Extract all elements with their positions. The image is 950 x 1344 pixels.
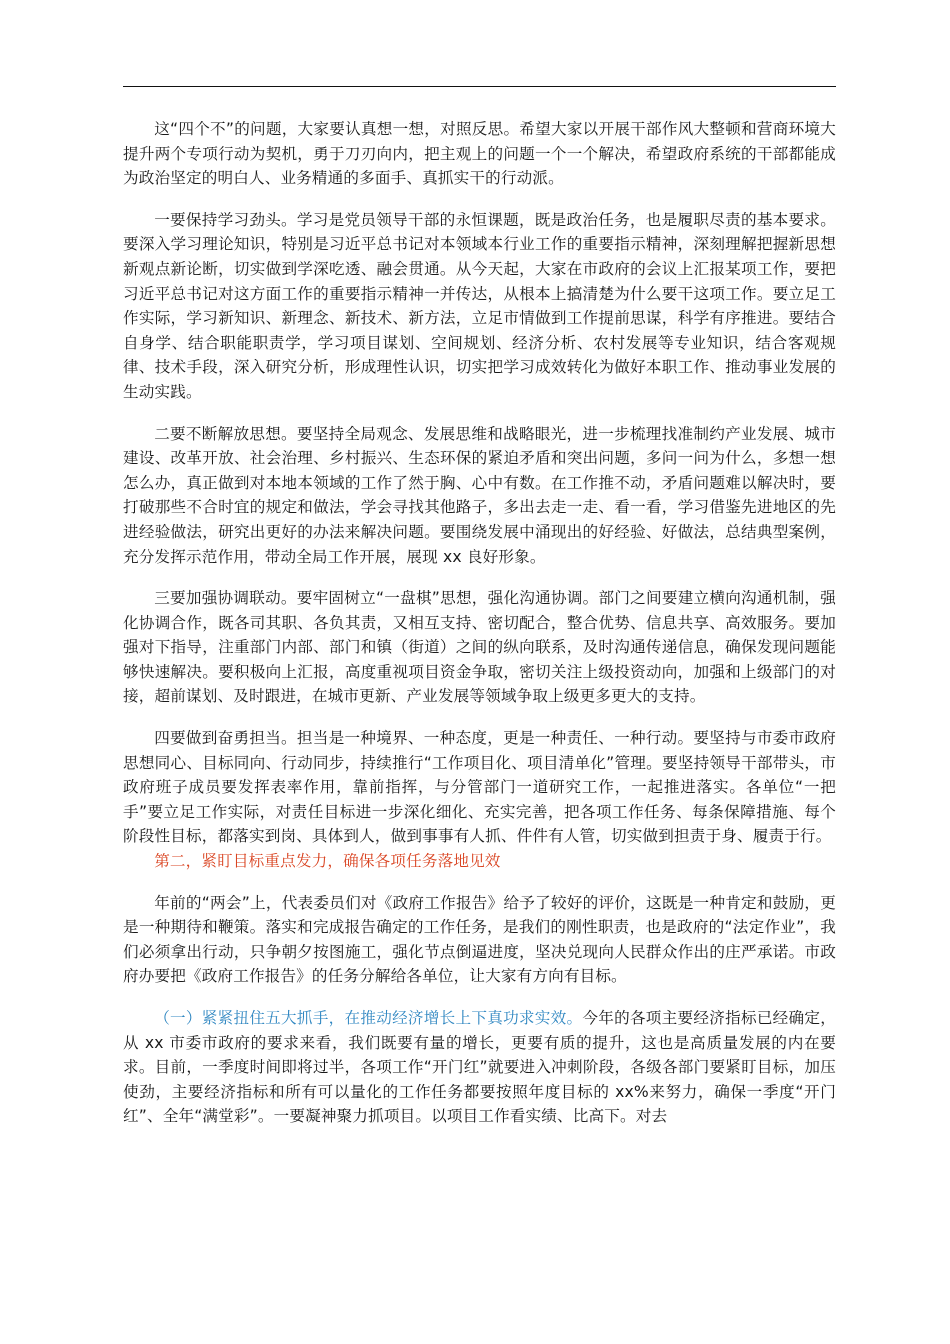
paragraph-five-grips-body: 今年的各项主要经济指标已经确定，从 xx 市委市政府的要求来看，我们既要有量的增长，更要有质的提升，这也是高质量发展的内在要求。目前，一季度时间即将过半，各项工作“开门红”就要进入冲刺阶段，各级各部门要紧盯目标，加压使劲，主要经济指标和所有可以量化的工作任务都要按照年度目标的 xx%来努力，确保一季度“开门红”、全年“满堂彩”。一要凝神聚力抓项目。以项目工作看实绩、比高下。对去	[123, 1009, 836, 1126]
header-rule	[123, 86, 836, 87]
subsection-heading-one: （一）紧紧扭住五大抓手，在推动经济增长上下真功求实效。	[154, 1009, 583, 1027]
paragraph-two-sessions: 年前的“两会”上，代表委员们对《政府工作报告》给予了较好的评价，这既是一种肯定和鼓励，更是一种期待和鞭策。落实和完成报告确定的工作任务，是我们的刚性职责，也是政府的“法定作业”，我们必须拿出行动，只争朝夕按图施工，强化节点倒逼进度，坚决兑现向人民群众作出的庄严承诺。市政府办要把《政府工作报告》的任务分解给各单位，让大家有方向有目标。	[123, 893, 836, 986]
paragraph-emancipate-mind: 二要不断解放思想。要坚持全局观念、发展思维和战略眼光，进一步梳理找准制约产业发展、城市建设、改革开放、社会治理、乡村振兴、生态环保的紧迫矛盾和突出问题，多问一问为什么，多想一想怎么办，真正做到对本地本领域的工作了然于胸、心中有数。在工作推不动，矛盾问题难以解决时，要打破那些不合时宜的规定和做法，学会寻找其他路子，多出去走一走、看一看，学习借鉴先进地区的先进经验做法，研究出更好的办法来解决问题。要围绕发展中涌现出的好经验、好做法，总结典型案例，充分发挥示范作用，带动全局工作开展，展现 xx 良好形象。	[123, 424, 836, 566]
paragraph-coordination: 三要加强协调联动。要牢固树立“一盘棋”思想，强化沟通协调。部门之间要建立横向沟通机制，强化协调合作，既各司其职、各负其责，又相互支持、密切配合，整合优势、信息共享、高效服务。要加强对下指导，注重部门内部、部门和镇（街道）之间的纵向联系，及时沟通传递信息，确保发现问题能够快速解决。要积极向上汇报，高度重视项目资金争取，密切关注上级投资动向，加强和上级部门的对接，超前谋划、及时跟进，在城市更新、产业发展等领域争取上级更多更大的支持。	[123, 589, 836, 706]
paragraph-four-nots: 这“四个不”的问题，大家要认真想一想，对照反思。希望大家以开展干部作风大整顿和营商环境大提升两个专项行动为契机，勇于刀刃向内，把主观上的问题一个一个解决，希望政府系统的干部都能成为政治坚定的明白人、业务精通的多面手、真抓实干的行动派。	[123, 120, 836, 188]
section-heading-second: 第二，紧盯目标重点发力，确保各项任务落地见效	[154, 852, 501, 871]
paragraph-five-grips	[123, 1006, 836, 1129]
paragraph-keep-learning: 一要保持学习劲头。学习是党员领导干部的永恒课题，既是政治任务，也是履职尽责的基本要求。要深入学习理论知识，特别是习近平总书记对本领域本行业工作的重要指示精神，深刻理解把握新思想新观点新论断，切实做到学深吃透、融会贯通。从今天起，大家在市政府的会议上汇报某项工作，要把习近平总书记对这方面工作的重要指示精神一并传达，从根本上搞清楚为什么要干这项工作。要立足工作实际，学习新知识、新理念、新技术、新方法，立足市情做到工作提前思谋，科学有序推进。要结合自身学、结合职能职责学，学习项目谋划、空间规划、经济分析、农村发展等专业知识，结合客观规律、技术手段，深入研究分析，形成理性认识，切实把学习成效转化为做好本职工作、推动事业发展的生动实践。	[123, 210, 836, 401]
paragraph-responsibility: 四要做到奋勇担当。担当是一种境界、一种态度，更是一种责任、一种行动。要坚持与市委市政府思想同心、目标同向、行动同步，持续推行“工作项目化、项目清单化”管理。要坚持领导干部带头，市政府班子成员要发挥表率作用，靠前指挥，与分管部门一道研究工作，一起推进落实。各单位“一把手”要立足工作实际，对责任目标进一步深化细化、充实完善，把各项工作任务、每条保障措施、每个阶段性目标，都落实到岗、具体到人，做到事事有人抓、件件有人管，切实做到担责于身、履责于行。	[123, 729, 836, 846]
document-body	[123, 117, 836, 1129]
